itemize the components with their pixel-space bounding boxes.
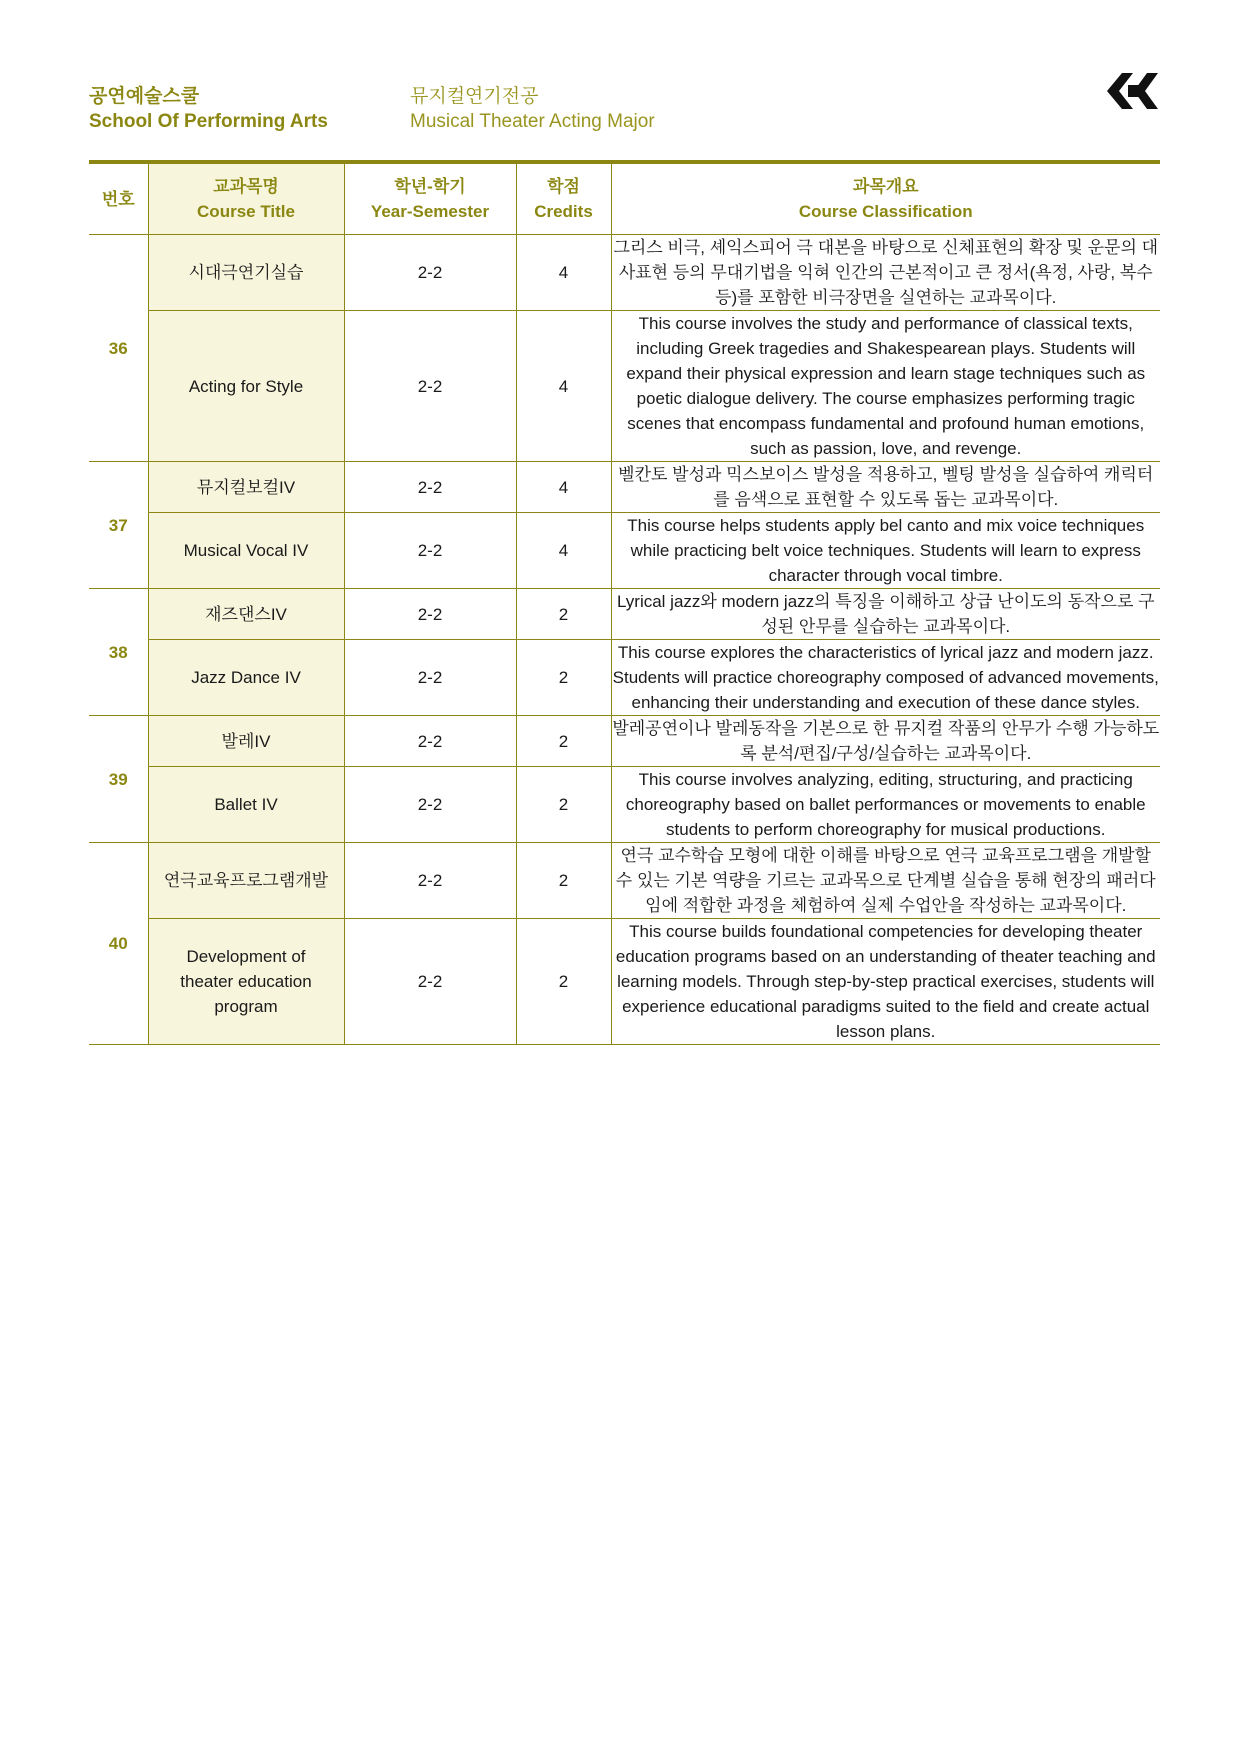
ck-logo-icon <box>1100 70 1160 112</box>
table-row <box>89 716 1160 767</box>
col-header-credits: 학점 Credits <box>516 164 611 235</box>
major-name <box>410 84 655 134</box>
course-credits: 2 <box>516 640 611 716</box>
page-header <box>89 84 1160 164</box>
major-name-ko: 뮤지컬연기전공 <box>410 86 539 107</box>
school-name <box>89 84 328 134</box>
course-description: This course helps students apply bel canto and mix voice techniques while practicing belt voice techniques. Students will learn to express character through vocal timbre. <box>611 513 1160 589</box>
table-row <box>89 919 1160 1045</box>
course-credits: 4 <box>516 462 611 513</box>
course-year-semester: 2-2 <box>344 919 516 1045</box>
course-description: 그리스 비극, 셰익스피어 극 대본을 바탕으로 신체표현의 확장 및 운문의 대사표현 등의 무대기법을 익혀 인간의 근본적이고 큰 정서(욕정, 사랑, 복수 등)를 포함한 비극장면을 실연하는 교과목이다. <box>611 235 1160 311</box>
course-year-semester: 2-2 <box>344 235 516 311</box>
course-title: Acting for Style <box>148 311 344 462</box>
school-name-en: School Of Performing Arts <box>89 111 328 132</box>
course-credits: 2 <box>516 589 611 640</box>
course-year-semester: 2-2 <box>344 513 516 589</box>
table-row <box>89 589 1160 640</box>
table-row <box>89 311 1160 462</box>
course-title: 발레IV <box>148 716 344 767</box>
table-header-row <box>89 164 1160 235</box>
course-title: 재즈댄스IV <box>148 589 344 640</box>
col-header-course-title: 교과목명 Course Title <box>148 164 344 235</box>
major-name-en: Musical Theater Acting Major <box>410 111 655 132</box>
course-description: 벨칸토 발성과 믹스보이스 발성을 적용하고, 벨팅 발성을 실습하여 캐릭터를 음색으로 표현할 수 있도록 돕는 교과목이다. <box>611 462 1160 513</box>
course-number: 38 <box>89 589 148 716</box>
course-credits: 2 <box>516 767 611 843</box>
course-number: 39 <box>89 716 148 843</box>
course-credits: 2 <box>516 919 611 1045</box>
course-number: 37 <box>89 462 148 589</box>
school-name-ko: 공연예술스쿨 <box>89 86 200 107</box>
course-credits: 4 <box>516 311 611 462</box>
course-number: 36 <box>89 235 148 462</box>
col-header-description: 과목개요 Course Classification <box>611 164 1160 235</box>
course-description: 연극 교수학습 모형에 대한 이해를 바탕으로 연극 교육프로그램을 개발할 수 있는 기본 역량을 기르는 교과목으로 단계별 실습을 통해 현장의 패러다임에 적합한 과정을 체험하여 실제 수업안을 작성하는 교과목이다. <box>611 843 1160 919</box>
course-credits: 2 <box>516 716 611 767</box>
course-credits: 2 <box>516 843 611 919</box>
table-row <box>89 767 1160 843</box>
course-number: 40 <box>89 843 148 1045</box>
course-title: 뮤지컬보컬IV <box>148 462 344 513</box>
course-year-semester: 2-2 <box>344 843 516 919</box>
course-title: 연극교육프로그램개발 <box>148 843 344 919</box>
course-description: This course involves the study and performance of classical texts, including Greek tragedies and Shakespearean plays. Students will expand their physical expression and learn stage techniques such as poetic dialogue delivery. The course emphasizes performing tragic scenes that encompass fundamental and profound human emotions, such as passion, love, and revenge. <box>611 311 1160 462</box>
course-title: Ballet IV <box>148 767 344 843</box>
course-year-semester: 2-2 <box>344 311 516 462</box>
course-year-semester: 2-2 <box>344 767 516 843</box>
table-row <box>89 235 1160 311</box>
course-year-semester: 2-2 <box>344 716 516 767</box>
course-title: 시대극연기실습 <box>148 235 344 311</box>
course-credits: 4 <box>516 513 611 589</box>
course-table <box>89 164 1160 1045</box>
course-year-semester: 2-2 <box>344 589 516 640</box>
course-description: This course involves analyzing, editing, structuring, and practicing choreography based on ballet performances or movements to enable students to perform choreography for musical productions. <box>611 767 1160 843</box>
course-title: Musical Vocal IV <box>148 513 344 589</box>
table-row <box>89 513 1160 589</box>
course-description: 발레공연이나 발레동작을 기본으로 한 뮤지컬 작품의 안무가 수행 가능하도록 분석/편집/구성/실습하는 교과목이다. <box>611 716 1160 767</box>
course-description: Lyrical jazz와 modern jazz의 특징을 이해하고 상급 난이도의 동작으로 구성된 안무를 실습하는 교과목이다. <box>611 589 1160 640</box>
course-title: Jazz Dance IV <box>148 640 344 716</box>
course-credits: 4 <box>516 235 611 311</box>
course-description: This course explores the characteristics of lyrical jazz and modern jazz. Students will practice choreography composed of advanced movements, enhancing their understanding and execution of these dance styles. <box>611 640 1160 716</box>
course-description: This course builds foundational competencies for developing theater education programs based on an understanding of theater teaching and learning models. Through step-by-step practical exercises, students will experience educational paradigms suited to the field and create actual lesson plans. <box>611 919 1160 1045</box>
table-row <box>89 640 1160 716</box>
table-row <box>89 462 1160 513</box>
col-header-year-semester: 학년-학기 Year-Semester <box>344 164 516 235</box>
table-row <box>89 843 1160 919</box>
course-year-semester: 2-2 <box>344 640 516 716</box>
course-year-semester: 2-2 <box>344 462 516 513</box>
course-title: Development of theater education program <box>148 919 344 1045</box>
col-header-number: 번호 <box>89 164 148 235</box>
